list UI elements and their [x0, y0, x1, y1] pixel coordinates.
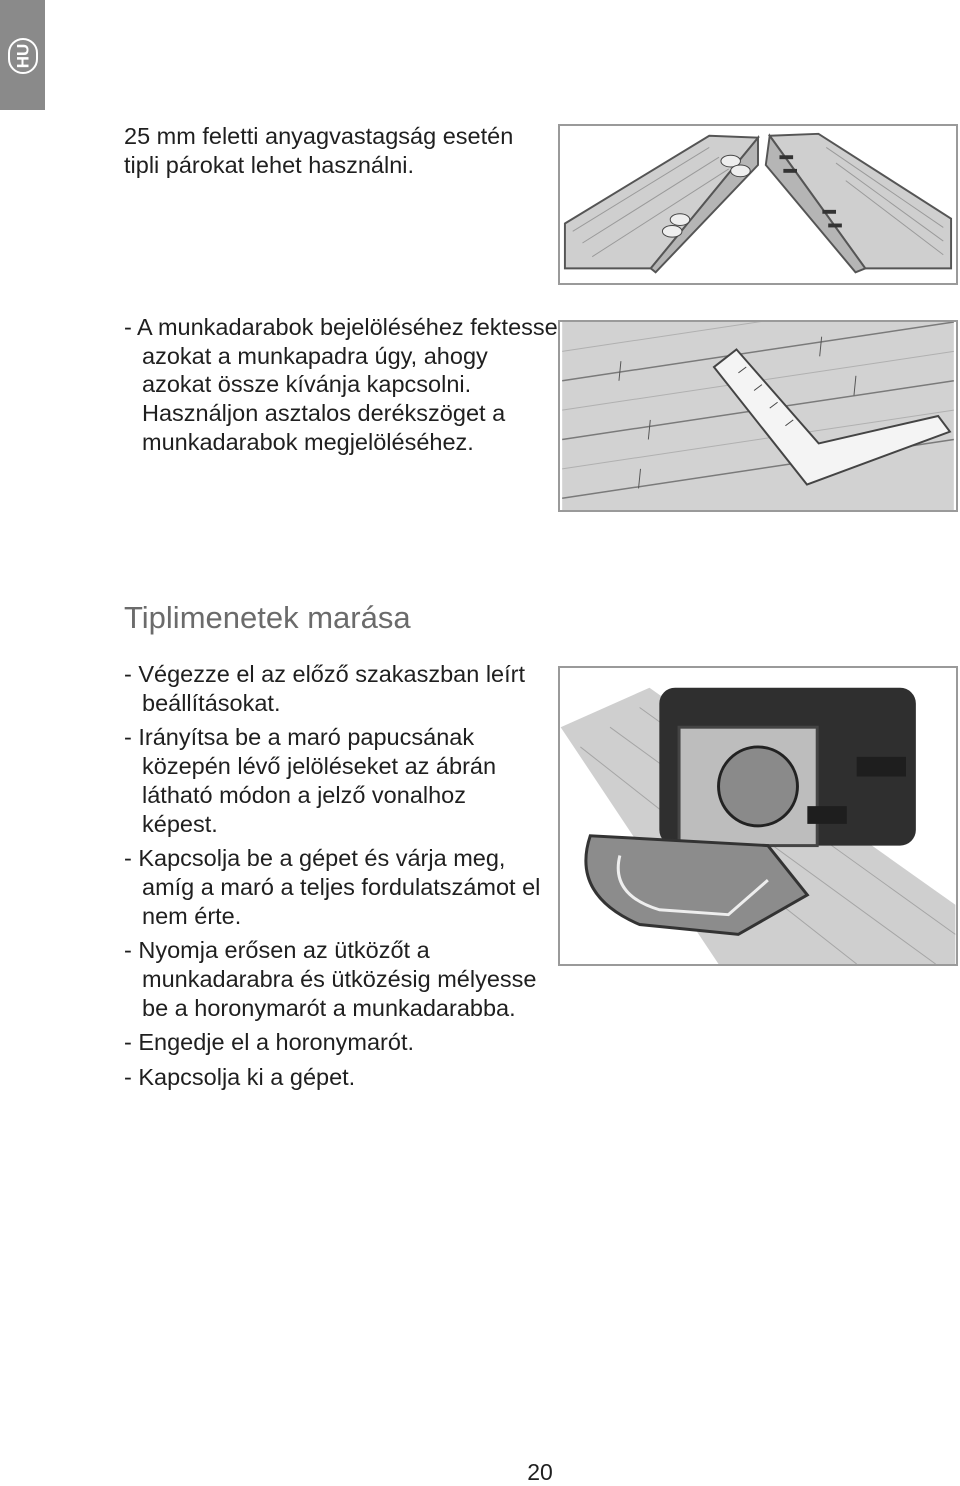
step-item: - Kapcsolja be a gépet és várja meg, amíg a maró a teljes fordulatszámot el nem érte. [124, 845, 541, 929]
steps-list [124, 660, 544, 1092]
step-item: - Irányítsa be a maró papucsának közepén lévő jelöléseket az ábrán látható módon a jelző vonalhoz képest. [124, 724, 497, 837]
language-badge [8, 38, 38, 74]
biscuit-joiner-illustration [560, 668, 956, 964]
try-square-figure [558, 320, 958, 512]
language-tab [0, 0, 45, 110]
page-number: 20 [527, 1459, 553, 1485]
section-title: Tiplimenetek marása [124, 600, 411, 635]
step-item: - Végezze el az előző szakaszban leírt beállításokat. [124, 661, 526, 716]
step-item: - Nyomja erősen az ütközőt a munkadarabra és ütközésig mélyesse be a horonymarót a munkadarabba. [124, 937, 537, 1021]
dowel-pairs-figure [558, 124, 958, 285]
step-item: - Kapcsolja ki a gépet. [124, 1064, 356, 1091]
dowel-pairs-illustration [560, 126, 956, 283]
intro-text: 25 mm feletti anyagvastagság esetén tipli párokat lehet használni. [124, 123, 514, 178]
biscuit-joiner-figure [558, 666, 958, 966]
step-item: - Engedje el a horonymarót. [124, 1029, 414, 1056]
language-code: HU [13, 43, 32, 69]
marking-instruction: - A munkadarabok bejelöléséhez fektesse azokat a munkapadra úgy, ahogy azokat össze kívánja kapcsolni. Használjon asztalos derékszöget a munkadarabok megjelöléséhez. [124, 314, 558, 455]
try-square-illustration [560, 322, 956, 510]
